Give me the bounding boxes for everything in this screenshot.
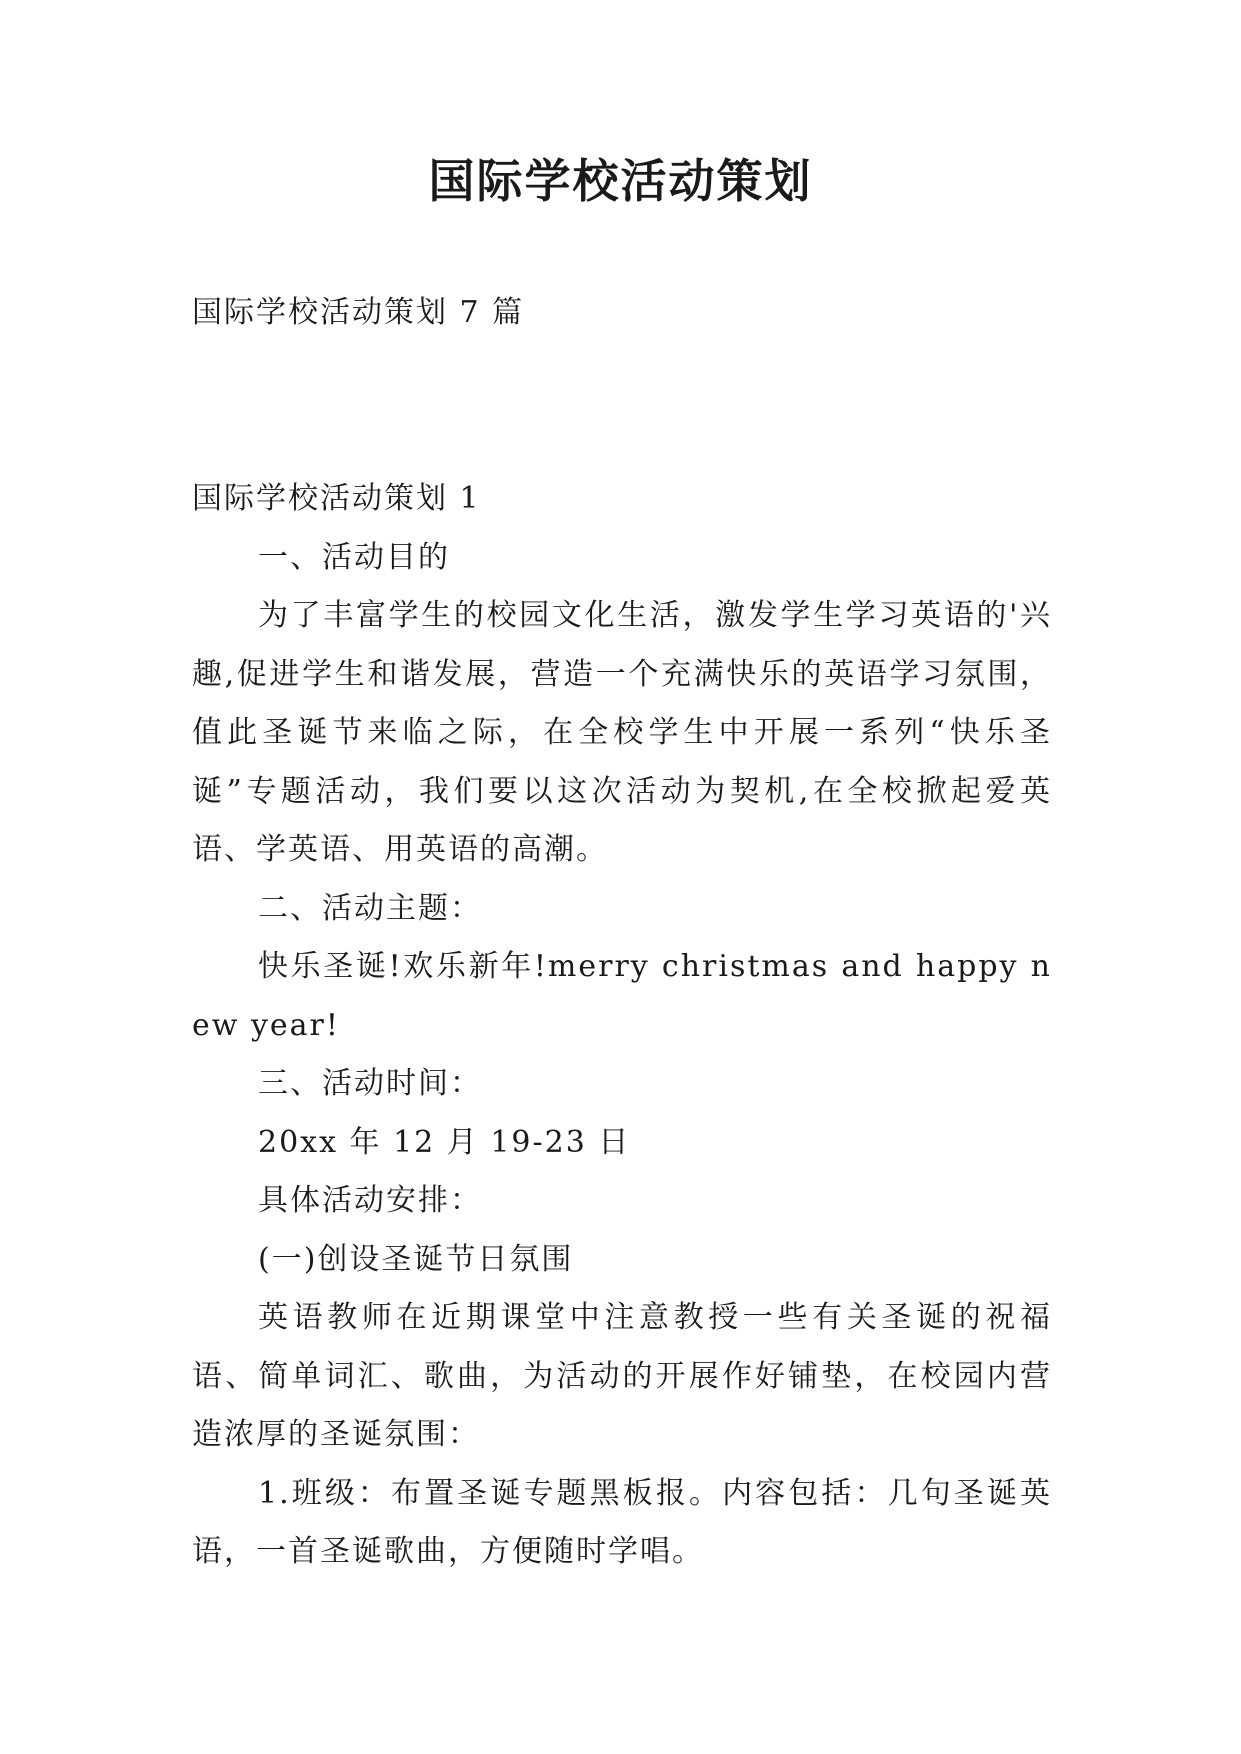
paragraph: 20xx 年 12 月 19-23 日 bbox=[258, 1124, 631, 1160]
section-heading: 国际学校活动策划 1 bbox=[192, 481, 481, 516]
paragraph: 1.班级：布置圣诞专题黑板报。内容包括：几句圣诞英语，一首圣诞歌曲，方便随时学唱。 bbox=[192, 1475, 1052, 1569]
paragraph: 快乐圣诞!欢乐新年!merry christmas and happy new year! bbox=[192, 949, 1052, 1043]
paragraph: 英语教师在近期课堂中注意教授一些有关圣诞的祝福语、简单词汇、歌曲，为活动的开展作好铺垫，在校园内营造浓厚的圣诞氛围： bbox=[192, 1300, 1052, 1452]
document-body bbox=[192, 470, 1052, 1582]
paragraph: 一、活动目的 bbox=[258, 539, 450, 575]
paragraph: 二、活动主题： bbox=[258, 890, 482, 926]
paragraph: (一)创设圣诞节日氛围 bbox=[258, 1241, 574, 1277]
document-subtitle: 国际学校活动策划 7 篇 bbox=[192, 295, 525, 330]
paragraph: 为了丰富学生的校园文化生活，激发学生学习英语的'兴趣,促进学生和谐发展，营造一个充满快乐的英语学习氛围，值此圣诞节来临之际，在全校学生中开展一系列“快乐圣诞”专题活动，我们要以这次活动为契机,在全校掀起爱英语、学英语、用英语的高潮。 bbox=[192, 598, 1052, 867]
document-title: 国际学校活动策划 bbox=[428, 154, 813, 208]
paragraph: 具体活动安排： bbox=[258, 1183, 482, 1218]
paragraph: 三、活动时间： bbox=[258, 1066, 482, 1101]
